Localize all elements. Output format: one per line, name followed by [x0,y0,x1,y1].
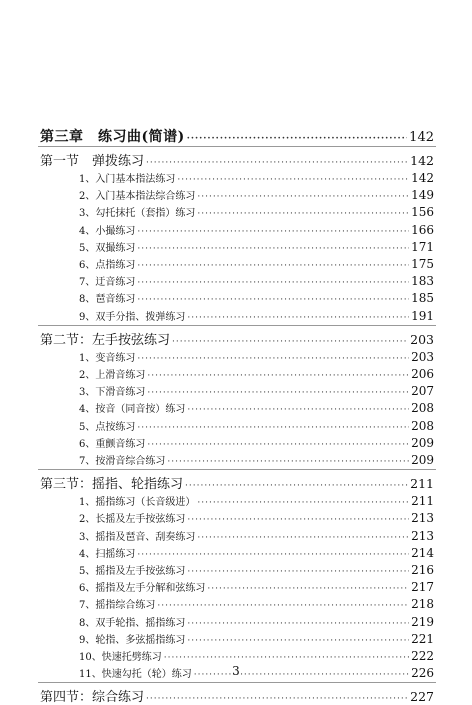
toc-item: 9、轮指、多弦摇指练习 ····· 221 [79,631,434,646]
toc-item: 1、入门基本指法练习 ····· 142 [79,170,434,185]
toc-item: 11、快速勾托（轮）练习 ····· 226 [79,665,434,680]
toc-item: 9、双手分指、拨弹练习 ····· 191 [79,308,434,323]
toc-item: 1、变音练习 ····· 203 [79,349,434,364]
chapter-page: 142 [409,130,434,145]
toc-item: 7、摇指综合练习 ····· 218 [79,596,434,611]
toc-item: 4、小撮练习 ····· 166 [79,222,434,237]
toc-item: 7、迂音练习 ····· 183 [79,273,434,288]
leader-dots [187,134,407,144]
toc-item: 8、双手轮指、摇指练习 ····· 219 [79,614,434,629]
chapter-title: 第三章 练习曲(简谱) [40,129,185,145]
section-title: 第二节：左手按弦练习 [40,332,171,348]
toc-item: 3、下滑音练习 ····· 207 [79,383,434,398]
toc-item: 2、长摇及左手按弦练习 ····· 213 [79,510,434,525]
toc-item: 4、按音（同音按）练习 ····· 208 [79,400,434,415]
section-divider [38,146,436,147]
page-number: 3 [232,664,240,678]
leader-dots [172,337,408,347]
section-title: 第四节：综合练习 [40,690,145,705]
section-entry-1 [40,150,434,169]
toc-item: 6、点指练习 ····· 175 [79,256,434,271]
toc-item: 3、摇指及琶音、刮奏练习 ····· 213 [79,528,434,543]
toc-item: 1、摇指练习（长音级进） ····· 211 [79,493,434,508]
chapter-entry [40,126,434,146]
section-title: 第一节 弹拨练习 [40,154,145,169]
section-page: 227 [410,689,434,705]
toc-item: 5、摇指及左手按弦练习 ····· 216 [79,562,434,577]
toc-item: 2、上滑音练习 ····· 206 [79,366,434,381]
toc-item: 3、勾托抹托（套指）练习 ····· 156 [79,204,434,219]
section-page: 211 [410,476,434,492]
section-entry-2 [40,329,434,348]
toc-item: 6、重颤音练习 ····· 209 [79,435,434,450]
section-entry-3 [40,473,434,492]
section-divider [38,682,436,683]
section-divider [38,325,436,326]
toc-item: 2、入门基本指法综合练习 ····· 149 [79,187,434,202]
section-divider [38,469,436,470]
toc-item: 5、双撮练习 ····· 171 [79,239,434,254]
toc-item: 6、摇指及左手分解和弦练习 ····· 217 [79,579,434,594]
section-entry-4 [40,686,434,705]
section-page: 203 [410,331,434,347]
section-title: 第三节：摇指、轮指练习 [40,477,184,493]
toc-item: 8、琶音练习 ····· 185 [79,290,434,305]
toc-item: 10、快速托劈练习 ····· 222 [79,648,434,663]
leader-dots [185,481,408,491]
section-page: 142 [410,153,434,168]
toc-item: 4、扫摇练习 ····· 214 [79,545,434,560]
leader-dots [146,694,408,704]
toc-item: 5、点按练习 ····· 208 [79,418,434,433]
toc-item: 7、按滑音综合练习 ····· 209 [79,452,434,467]
leader-dots [146,158,408,168]
